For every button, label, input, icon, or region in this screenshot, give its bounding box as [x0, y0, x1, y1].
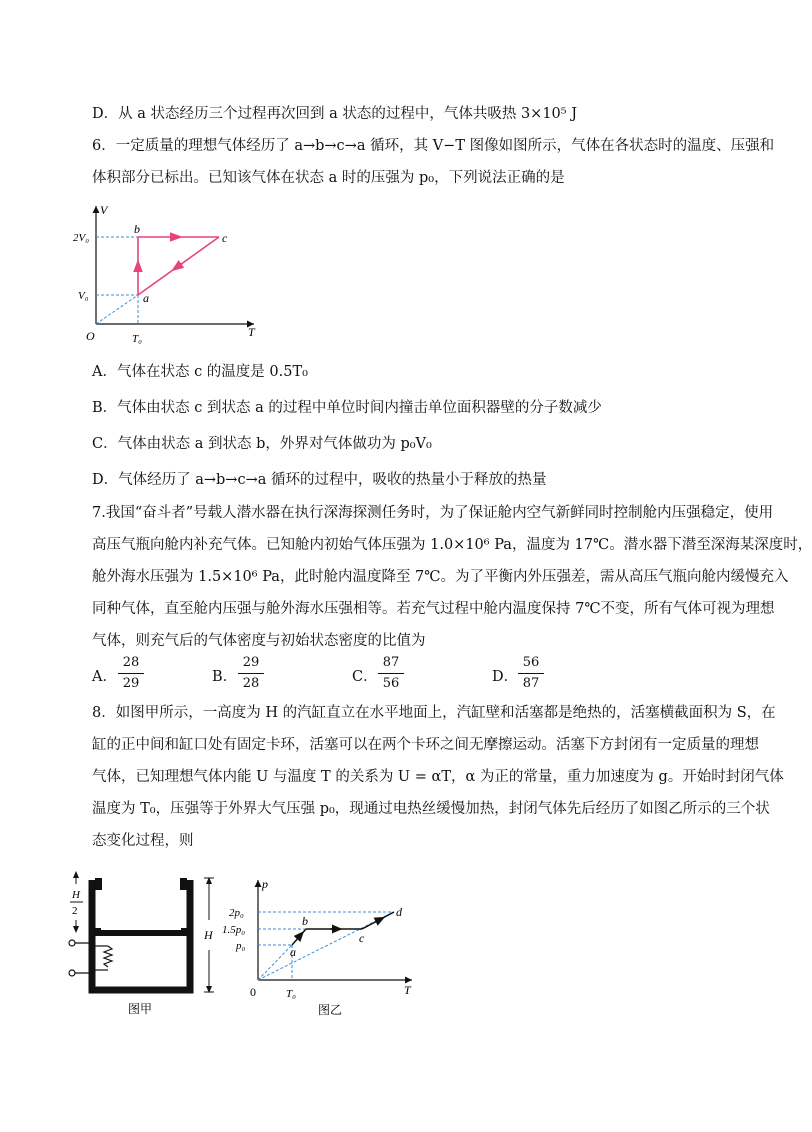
q8-yi-origin: 0: [250, 985, 256, 999]
q8-guide-origin-a: [258, 945, 292, 980]
q8-yi-tick-15p0: 1.5p₀: [222, 924, 246, 936]
q5-option-d: D．从 a 状态经历三个过程再次回到 a 状态的过程中，气体共吸热 3×10⁵ J: [92, 106, 578, 122]
q7-choice-c-label: C．: [352, 669, 378, 685]
q6-arrow-ca: [175, 264, 182, 269]
q7-choice-d-fraction: [518, 655, 544, 692]
q6-tick-t0: T₀: [132, 333, 142, 345]
q7-choice-c-den: 56: [382, 676, 400, 691]
q6-option-d: D．气体经历了 a→b→c→a 循环的过程中，吸收的热量小于释放的热量: [92, 472, 547, 488]
q7-choice-a-label: A．: [92, 669, 117, 685]
q8-line5: 态变化过程，则: [92, 833, 194, 849]
q8-mid-stop-right: [181, 928, 187, 936]
q7-line5: 气体，则充气后的气体密度与初始状态密度的比值为: [92, 633, 426, 649]
q7-choice-b-num: 29: [242, 655, 260, 670]
q6-stem-line2: 体积部分已标出。已知该气体在状态 a 时的压强为 p₀，下列说法正确的是: [92, 170, 565, 186]
q7-choice-c-num: 87: [382, 655, 400, 670]
q6-vt-graph: [73, 200, 262, 350]
q8-terminal-top: [69, 940, 75, 946]
q7-choice-a-num: 28: [122, 655, 140, 670]
q6-point-a: a: [143, 291, 149, 305]
q8-yi-point-d: d: [396, 905, 402, 919]
q8-label-half-2: 2: [72, 905, 78, 917]
q6-option-a: A．气体在状态 c 的温度是 0.5T₀: [92, 364, 308, 380]
q8-yi-tick-p0: p₀: [236, 940, 246, 952]
q6-point-b: b: [134, 222, 140, 236]
q6-axis-x-label: T: [248, 325, 255, 339]
q8-top-stop-left: [95, 878, 102, 890]
q8-label-half-H: H: [72, 889, 80, 901]
q8-yi-point-c: c: [359, 931, 365, 945]
q6-axis-y-label: V: [100, 203, 108, 217]
q8-line4: 温度为 T₀，压强等于外界大气压强 p₀，现通过电热丝缓慢加热，封闭气体先后经历了如图乙所示的三个状: [92, 801, 770, 817]
q7-choices: [92, 655, 612, 695]
q8-caption-jia: 图甲: [128, 1002, 153, 1016]
q7-line4: 同种气体，直至舱内压强与舱外海水压强相等。若充气过程中舱内温度保持 7℃不变，所有气体可视为理想: [92, 601, 775, 617]
q6-tick-2v0: 2V₀: [73, 232, 90, 244]
q7-choice-b-fraction: [238, 655, 264, 692]
q8-terminal-bottom: [69, 970, 75, 976]
q6-guide-origin-a: [96, 295, 138, 324]
q7-choice-a-den: 29: [122, 676, 140, 691]
q7-line2: 高压气瓶向舱内补充气体。已知舱内初始气体压强为 1.0×10⁶ Pa，温度为 17℃。潜水器下潜至深海某深度时，: [92, 537, 812, 553]
q8-yi-axis-x-label: T: [404, 983, 411, 997]
q8-piston: [101, 930, 181, 936]
q8-top-stop-right: [180, 878, 187, 890]
q8-line1: 8．如图甲所示，一高度为 H 的汽缸直立在水平地面上，汽缸壁和活塞都是绝热的，活塞横截面积为 S，在: [92, 705, 776, 721]
q8-line2: 缸的正中间和缸口处有固定卡环，活塞可以在两个卡环之间无摩擦运动。活塞下方封闭有一定质量的理想: [92, 737, 759, 753]
q6-origin-label: O: [86, 329, 95, 343]
q8-line3: 气体，已知理想气体内能 U 与温度 T 的关系为 U = αT，α 为正的常量，重力加速度为 g。开始时封闭气体: [92, 769, 784, 785]
q8-yi-tick-t0: T₀: [286, 988, 296, 1000]
q8-yi-point-a: a: [290, 945, 296, 959]
q7-choice-b-den: 28: [242, 676, 260, 691]
q7-choice-d-label: D．: [492, 669, 519, 685]
q8-mid-stop-left: [95, 928, 101, 936]
q8-yi-tick-2p0: 2p₀: [229, 907, 244, 919]
q7-choice-a-fraction: [118, 655, 144, 692]
q8-label-H: H: [204, 928, 213, 942]
q8-caption-yi: 图乙: [318, 1003, 343, 1017]
q6-option-c: C．气体由状态 a 到状态 b，外界对气体做功为 p₀V₀: [92, 436, 432, 452]
q8-figure-jia: [66, 870, 226, 1020]
q6-stem-line1: 6．一定质量的理想气体经历了 a→b→c→a 循环，其 V−T 图像如图所示，气体在各状态时的温度、压强和: [92, 138, 775, 154]
q8-figure-yi: [222, 874, 426, 1022]
q7-choice-c-fraction: [378, 655, 404, 692]
q6-tick-v0: V₀: [78, 290, 89, 302]
q6-point-c: c: [222, 231, 228, 245]
q8-heater-coil: [104, 946, 112, 967]
q8-yi-point-b: b: [302, 914, 308, 928]
q8-yi-axis-y-label: p: [262, 877, 268, 891]
q7-choice-b-label: B．: [212, 669, 238, 685]
q7-choice-d-num: 56: [522, 655, 540, 670]
q7-line1: 7.我国“奋斗者”号载人潜水器在执行深海探测任务时，为了保证舱内空气新鲜同时控制舱内压强稳定，使用: [92, 505, 774, 521]
q7-line3: 舱外海水压强为 1.5×10⁶ Pa，此时舱内温度降至 7℃。为了平衡内外压强差，需从高压气瓶向舱内缓慢充入: [92, 569, 789, 585]
q6-option-b: B．气体由状态 c 到状态 a 的过程中单位时间内撞击单位面积器壁的分子数减少: [92, 400, 602, 416]
q7-choice-d-den: 87: [522, 676, 540, 691]
